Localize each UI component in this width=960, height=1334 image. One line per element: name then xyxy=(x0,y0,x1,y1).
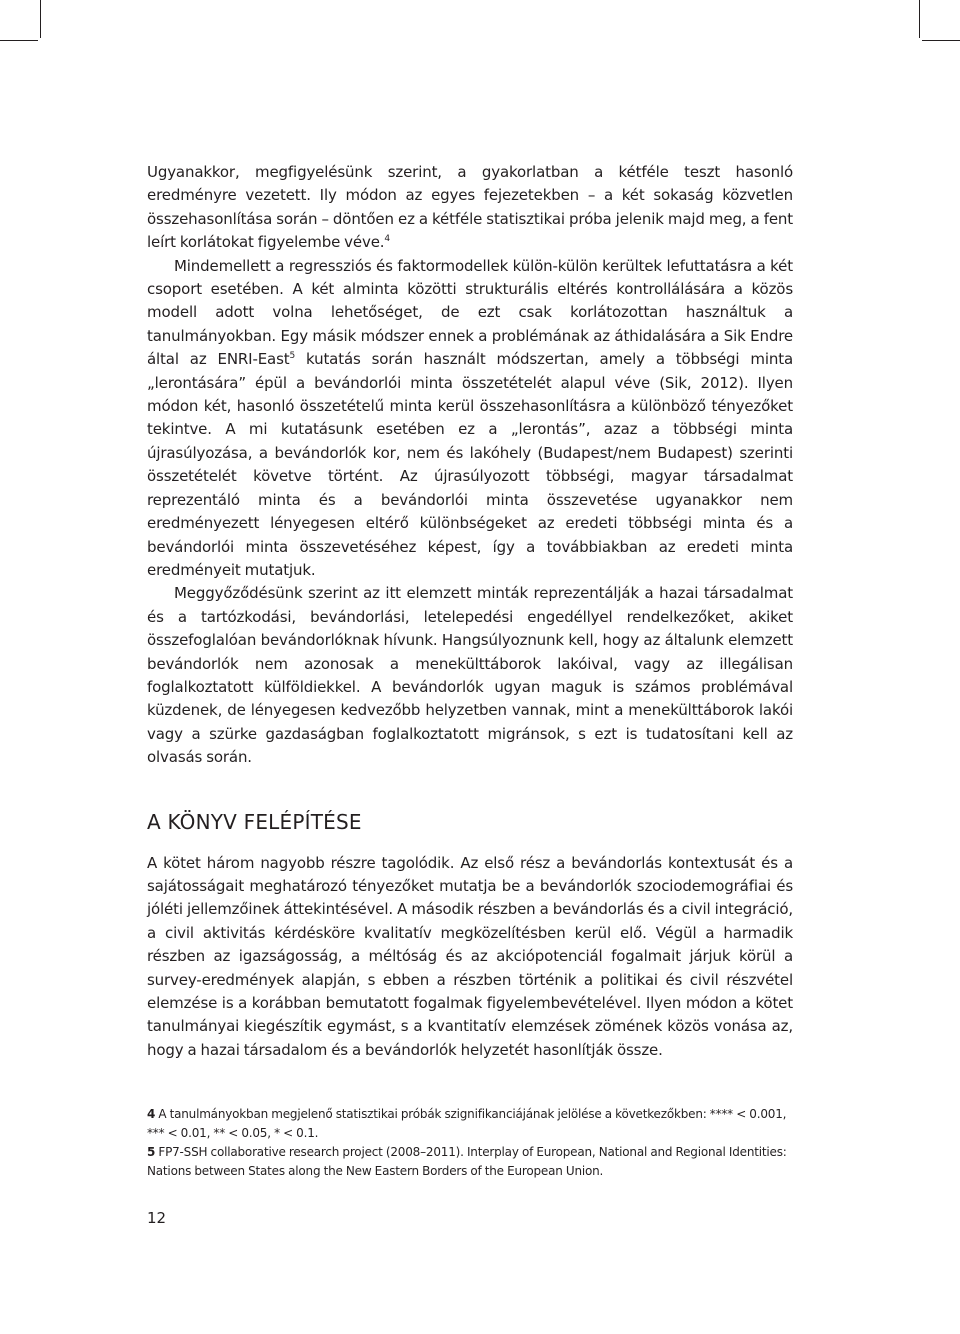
page-body xyxy=(147,161,793,1062)
crop-mark-top-right xyxy=(919,0,920,38)
footnote-4-number: 4 xyxy=(147,1107,156,1121)
paragraph-3: Meggyőződésünk szerint az itt elemzett minták reprezentálják a hazai társadalmat és a tartózkodási, bevándorlási, letelepedési engedéllyel rendelkezőket, akiket összefoglalóan bevándorlóknak hívunk. Hangsúlyoznunk kell, hogy az általunk elemzett bevándorlók nem azonosak a menekülttáborok lakóival, vagy az illegálisan foglalkoztatott külföldiekkel. A bevándorlók ugyan maguk is számos problémával küzdenek, de lényegesen kedvezőbb helyzetben vannak, mint a menekülttáborok lakói vagy a szürke gazdaságban foglalkoztatott migránsok, s ezt is tudatosítani kell az olvasás során. xyxy=(147,584,793,767)
section-heading: A KÖNYV FELÉPÍTÉSE xyxy=(147,809,362,834)
footnote-5-number: 5 xyxy=(147,1145,156,1159)
footnotes xyxy=(147,1105,793,1181)
paragraph-4: A kötet három nagyobb részre tagolódik. Az első rész a bevándorlás kontextusát és a sajátosságait meghatározó tényezőket mutatja be a bevándorlók szociodemográfiai és jóléti jellemzőinek áttekintésével. A második részben a bevándorlás és a civil integráció, a civil aktivitás kérdésköre kvalitatív megközelítésben kerül elő. Végül a harmadik részben az igazságosság, a méltóság és az akciópotenciál fogalmait járjuk körül a survey-eredmények alapján, s ebben a részben történik a politikai és civil részvétel elemzése is a korábban bemutatott fogalmak figyelembevételével. Ilyen módon a kötet tanulmányai kiegészítik egymást, s a kvantitatív elemzések zömének közös vonása az, hogy a hazai társadalom és a bevándorlók helyzetét hasonlítják össze. xyxy=(147,853,793,1059)
crop-mark-top-left xyxy=(40,0,41,38)
footnote-5 xyxy=(147,1143,793,1181)
paragraph-1 xyxy=(147,161,793,255)
footnote-ref-5: 5 xyxy=(289,351,296,362)
paragraph-2 xyxy=(147,255,793,583)
footnote-5-text: FP7-SSH collaborative research project (2008–2011). Interplay of European, National and Regional Identities: Nations between States along the New Eastern Borders of the European Union. xyxy=(147,1145,787,1178)
crop-mark-top-left-horizontal xyxy=(0,40,38,41)
paragraph-2-text-a: Mindemellett a regressziós és faktormodellek külön-külön kerültek lefuttatásra a két csoport esetében. A két alminta közötti strukturális eltérés kontrollálására a közös modell adott volna lehetőséget, de ezt csak korlátozottan használtuk a tanulmányokban. Egy másik módszer ennek a problémának az áthidalására a Sik Endre által az ENRI-East xyxy=(147,256,793,369)
page-number: 12 xyxy=(147,1209,167,1227)
footnote-ref-4: 4 xyxy=(384,234,390,245)
paragraph-1-text: Ugyanakkor, megfigyelésünk szerint, a gyakorlatban a kétféle teszt hasonló eredményre vezetett. Ily módon az egyes fejezetekben – a két sokaság közvetlen összehasonlítása során – döntően ez a kétféle statisztikai próba jelenik majd meg, a fent leírt korlátokat figyelembe véve. xyxy=(147,163,793,252)
paragraph-2-text-b: kutatás során használt módszertan, amely a többségi minta „lerontására” épül a bevándorlói minta összetételét alapul véve (Sik, 2012). Ilyen módon két, hasonló összetételű minta kerül összehasonlításra a különböző tényezőket tekintve. A mi kutatásunk esetében ez a „lerontás”, azaz a többségi minta újrasúlyozása, a bevándorlók kor, nem és lakóhely (Budapest/nem Budapest) szerinti összetételét követve történt. Az újrasúlyozott többségi, magyar társadalmat reprezentáló minta és a bevándorlói minta összevetése ugyanakkor nem eredményezett lényegesen eltérő különbségeket az eredeti többségi minta és a bevándorlói minta összevetéséhez képest, így a továbbiakban az eredeti minta eredményeit mutatjuk. xyxy=(147,350,793,579)
footnote-4-text: A tanulmányokban megjelenő statisztikai próbák szignifikanciájának jelölése a következőkben: **** < 0.001, *** < 0.01, ** < 0.05, * < 0.1. xyxy=(147,1107,787,1140)
crop-mark-top-right-horizontal xyxy=(922,40,960,41)
footnote-4 xyxy=(147,1105,793,1143)
